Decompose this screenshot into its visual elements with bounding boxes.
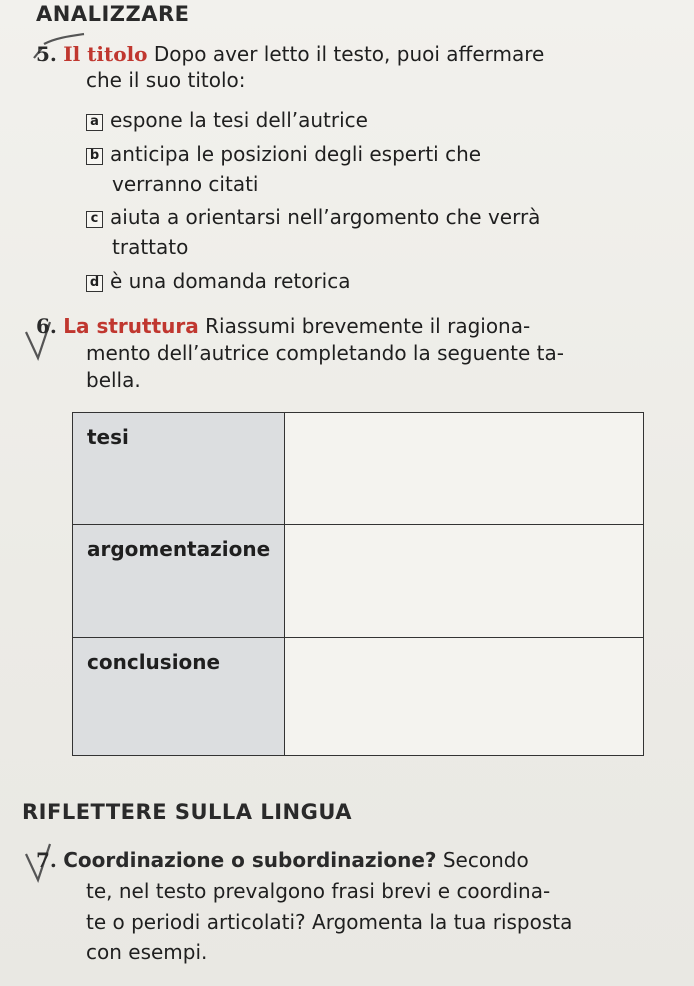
table-label-tesi: tesi [73, 413, 285, 525]
question-7-keyword: Coordinazione o subordinazione? [63, 848, 437, 872]
option-c[interactable] [86, 205, 540, 229]
table-row [73, 525, 644, 637]
option-d-letter: d [86, 275, 103, 292]
question-6 [36, 314, 530, 338]
option-b-text-line2: verranno citati [112, 172, 259, 196]
question-7-number: 7. [36, 848, 57, 872]
question-6-text-line1: Riassumi brevemente il ragiona- [205, 314, 531, 338]
option-b[interactable] [86, 142, 481, 166]
structure-table [72, 412, 644, 756]
question-6-text-line2: mento dell’autrice completando la seguente ta- [86, 341, 564, 365]
question-7-text-line1: Secondo [442, 848, 529, 872]
question-7-text-line3: te o periodi articolati? Argomenta la tua risposta [86, 910, 573, 934]
question-5-number: 5. [36, 42, 57, 66]
question-7 [36, 848, 529, 872]
question-6-number: 6. [36, 314, 57, 338]
question-5-text-line2: che il suo titolo: [86, 68, 246, 92]
table-label-argomentazione: argomentazione [73, 525, 285, 637]
question-6-keyword: La struttura [63, 314, 199, 338]
question-5-keyword: Il titolo [63, 42, 148, 66]
option-a[interactable] [86, 108, 368, 132]
table-row [73, 637, 644, 755]
question-7-text-line4: con esempi. [86, 940, 208, 964]
option-c-letter: c [86, 211, 103, 228]
option-c-text-line1: aiuta a orientarsi nell’argomento che verrà [110, 205, 541, 229]
question-7-text-line2: te, nel testo prevalgono frasi brevi e coordina- [86, 879, 551, 903]
question-6-text-line3: bella. [86, 368, 141, 392]
question-5-text-line1: Dopo aver letto il testo, puoi affermare [153, 42, 545, 66]
section-title-riflettere: RIFLETTERE SULLA LINGUA [22, 800, 353, 824]
option-d[interactable] [86, 269, 350, 293]
option-a-text: espone la tesi dell’autrice [110, 108, 368, 132]
option-b-letter: b [86, 148, 103, 165]
table-label-conclusione: conclusione [73, 637, 285, 755]
table-answer-tesi[interactable] [285, 413, 644, 525]
question-5 [36, 42, 544, 66]
option-d-text: è una domanda retorica [110, 269, 351, 293]
section-title-analizzare: ANALIZZARE [36, 2, 190, 26]
table-answer-conclusione[interactable] [285, 637, 644, 755]
option-a-letter: a [86, 114, 103, 131]
table-row [73, 413, 644, 525]
option-c-text-line2: trattato [112, 235, 189, 259]
table-answer-argomentazione[interactable] [285, 525, 644, 637]
option-b-text-line1: anticipa le posizioni degli esperti che [110, 142, 482, 166]
